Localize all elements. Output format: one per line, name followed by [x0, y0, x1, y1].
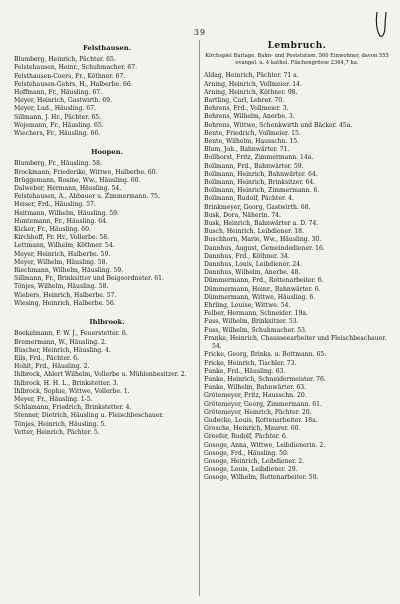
directory-entry: Brüggemann, Rosine, Ww., Häusling. 60. — [14, 176, 141, 184]
section-title-ihlbrook: Ihlbrook. — [89, 318, 125, 327]
directory-entry: Meyer, Heinrich, Halberbe. 59. — [14, 250, 111, 258]
directory-entry: Huntemann, Fr., Häusling. 64. — [14, 217, 108, 225]
directory-entry: Meyer, Fr., Häusling. 1-5. — [14, 395, 93, 403]
directory-entry: Bente, Friedrich, Vollmeier. 15. — [204, 129, 301, 137]
directory-entry: Fricke, Georg, Brinks. u. Bottmann. 65. — [204, 351, 327, 359]
page-number: 39 — [193, 28, 207, 37]
handwritten-mark — [374, 10, 388, 40]
directory-entry: Dannhus, Wilhelm, Anerbe. 48. — [204, 269, 301, 277]
directory-entry: Behrens, Wilhelm, Anerbe. 3. — [204, 113, 295, 121]
section-title-felsthausen: Felsthausen. — [82, 44, 132, 52]
directory-entry: Hoffmann, Fr., Häusling. 67. — [14, 89, 103, 97]
directory-entry: Meyer, Wilhelm, Häusling. 58. — [14, 258, 108, 266]
directory-entry: Blumberg, Heinrich, Pächter. 65. — [14, 56, 116, 64]
directory-entry: Bollhorst, Fritz, Zimmermann. 14a. — [204, 154, 314, 162]
directory-entry: Fuss, Wilhelm, Schuhmacher. 53. — [204, 326, 307, 334]
directory-entry: Dalweber, Hermann, Häusling. 54. — [14, 185, 122, 193]
directory-entry: Greefer, Rudolf, Pächter. 6. — [204, 433, 288, 441]
directory-entry: Stenner, Dietrich, Häusling u. Fleischbeschauer. — [14, 412, 164, 420]
directory-entry: Gosoge, Heinrich, Leibdiener. 2. — [204, 457, 305, 465]
directory-entry: Arning, Heinrich, Köthner. 98. — [204, 88, 298, 96]
directory-entry: Wiesing, Heinrich, Halberbe. 56. — [14, 299, 116, 307]
directory-entry: Franke, Heinrich, Chausseearbeiter und Fleischbeschauer. 54. — [204, 334, 387, 351]
directory-entry: Busk, Dora, Näherin. 74. — [204, 211, 281, 219]
directory-entry: Felstehausen-Gehrs, H., Halberbe. 66. — [14, 80, 133, 88]
directory-entry: Fuss, Wilhelm, Brinksitzer. 53. — [204, 318, 299, 326]
section-subtitle-lembruch: Kirchspiel Burlage. Bahn- und Poststation. 560 Einwohner, davon 555 evangel. u. 4 kathol. Flächengrösse 2364,7 ha. — [205, 53, 389, 66]
directory-entry: Brinkmeyer, Georg, Gastwirth. 68. — [204, 203, 311, 211]
entries-hoopen — [14, 160, 200, 308]
directory-entry: Felstehausen, A., Abbauer u. Zimmermann. 75. — [14, 193, 160, 201]
directory-entry: Dannhus, Frd., Köthner. 34. — [204, 252, 290, 260]
directory-entry: Grosche, Heinrich, Maurer. 60. — [204, 425, 301, 433]
directory-entry: Bollmann, Heinrich, Brinksitzer. 64. — [204, 179, 316, 187]
right-column — [204, 40, 390, 483]
directory-entry: Felsthausen-Coers, Fr., Köthner. 67. — [14, 72, 126, 80]
directory-entry: Heitmann, Wilhelm, Häusling. 59. — [14, 209, 119, 217]
directory-entry: Ihlbrock, H. H. L., Brinkstetter. 3. — [14, 379, 119, 387]
directory-entry: Bente, Wilhelm, Hausschn. 15. — [204, 138, 300, 146]
directory-entry: Hohlt, Frd., Häusling. 2. — [14, 363, 90, 371]
entries-ihlbrook — [14, 330, 200, 437]
directory-entry: Dannhus, August, Gemeindediener. 16. — [204, 244, 325, 252]
directory-entry: Fricke, Heinrich, Tischler. 73. — [204, 359, 297, 367]
directory-entry: Wojemann, Fr., Häusling. 65. — [14, 121, 104, 129]
directory-entry: Behrens, Wittwe, Schenkwirth und Bäcker. 45a. — [204, 121, 353, 129]
directory-entry: Wiechers, Fr., Häusling. 66. — [14, 130, 101, 138]
directory-entry: Felber, Hermann, Schneider. 19a. — [204, 310, 308, 318]
directory-entry: Gudecke, Louis, Rottenarbeiter. 18a. — [204, 416, 318, 424]
directory-entry: Bollmann, Heinrich, Bahnwärter. 64. — [204, 170, 318, 178]
directory-entry: Aldag, Heinrich, Pächter. 71 a. — [204, 72, 299, 80]
directory-entry: Grötemeyer, Fritz, Hausschn. 20. — [204, 392, 307, 400]
directory-entry: Ihlbrock, Ahlert Wilhelm, Vollerbe u. Mühlenbesitzer. 2. — [14, 371, 187, 379]
directory-entry: Dannhus, Louis, Leibdiener. 24. — [204, 261, 303, 269]
directory-entry: Funke, Heinrich, Schneidermeister. 76. — [204, 375, 326, 383]
directory-entry: Bollmann, Heinrich, Zimmermann. 6. — [204, 187, 320, 195]
entries-felsthausen — [14, 56, 200, 138]
directory-entry: Buschhorn, Marie, Ww., Häusling. 30. — [204, 236, 322, 244]
directory-entry: Sillmann, J. Hr., Pächter. 65. — [14, 113, 102, 121]
directory-entry: Gosoge, Anna, Wittwe, Leibdienerin. 2. — [204, 441, 326, 449]
directory-entry: Blum, Joh., Bahnwärter. 71. — [204, 146, 290, 154]
directory-entry: Dümmermann, Heinr., Bahnwärter. 6. — [204, 285, 321, 293]
entries-lembruch — [204, 72, 390, 482]
directory-entry: Schlamann, Friedrich, Brinkstetter. 4. — [14, 404, 132, 412]
directory-entry: Felstehausen, Heinr., Schuhmacher. 67. — [14, 64, 138, 72]
directory-entry: Riechmann, Wilhelm, Häusling. 59. — [14, 267, 124, 275]
directory-entry: Blumberg, Fr., Häusling. 58. — [14, 160, 102, 168]
directory-entry: Tönjes, Wilhelm, Häusling. 58. — [14, 283, 109, 291]
directory-entry: Büscher, Heinrich, Häusling. 4. — [14, 346, 111, 354]
directory-entry: Lettmann, Wilhelm, Köthner. 54. — [14, 242, 115, 250]
section-title-hoopen: Hoopen. — [91, 148, 123, 157]
directory-entry: Funke, Wilhelm, Bahnwärter. 63. — [204, 384, 307, 392]
directory-entry: Gosoge, Frd., Häusling. 50. — [204, 449, 289, 457]
left-column — [14, 40, 200, 437]
directory-entry: Gosoge, Wilhelm, Rottenarbeiter. 50. — [204, 474, 319, 482]
directory-entry: Kirchhoff, Fr. Hr., Vollerbe. 58. — [14, 234, 110, 242]
directory-entry: Heiser, Frd., Häusling. 57. — [14, 201, 96, 209]
directory-entry: Bartling, Carl, Lehrer. 70. — [204, 97, 285, 104]
directory-entry: Busch, Heinrich, Leibdiener. 18. — [204, 228, 304, 236]
directory-entry: Funke, Frd., Häusling. 63. — [204, 367, 286, 375]
directory-entry: Arning, Heinrich, Vollmeier. 14. — [204, 80, 302, 88]
directory-entry: Grötemeyer, Heinrich, Pächter. 20. — [204, 408, 312, 416]
directory-entry: Bollmann, Rudolf, Pächter. 4. — [204, 195, 294, 203]
directory-entry: Boekelmann, F. W. J., Feuerstetter. 6. — [14, 330, 128, 338]
directory-entry: Grötemeyer, Georg, Zimmermann. 61. — [204, 400, 322, 408]
directory-entry: Sillmann, Fr., Brinksitter und Beigeordneter. 61. — [14, 275, 164, 283]
section-title-lembruch: Lembruch. — [267, 41, 327, 51]
directory-entry: Meyer, Heinrich, Gastwirth. 69. — [14, 97, 112, 105]
directory-entry: Vetter, Heinrich, Pächter. 5. — [14, 428, 100, 436]
directory-entry: Ehrling, Louise, Wittwe. 54. — [204, 302, 291, 310]
directory-entry: Kicker, Fr., Häusling. 60. — [14, 226, 91, 234]
directory-entry: Gosoge, Louis, Leibdiener. 29. — [204, 466, 298, 474]
directory-entry: Dümmermann, Frd., Rottenarbeiter. 6. — [204, 277, 324, 285]
directory-entry: Ihlbrock, Sophie, Wittwe, Vollerbe. 1. — [14, 387, 130, 395]
directory-entry: Behrens, Frd., Vollmeier. 3. — [204, 105, 289, 113]
directory-entry: Busk, Heinrich, Bahnwärter a. D. 74. — [204, 220, 319, 228]
directory-entry: Bremermann, W., Häusling. 2. — [14, 338, 107, 346]
directory-entry: Dümmermann, Wittwe, Häusling. 6. — [204, 293, 316, 301]
directory-entry: Brockmann, Friederike, Wittwe, Halberbe. 60. — [14, 168, 158, 176]
directory-entry: Meyer, Lud., Häusling. 67. — [14, 105, 96, 113]
directory-entry: Bollmann, Frd., Bahnwärter. 59. — [204, 162, 304, 170]
directory-entry: Tönjes, Heinrich, Häusling. 5. — [14, 420, 107, 428]
directory-entry: Wiebers, Heinrich, Halberbe. 57. — [14, 291, 117, 299]
directory-entry: Eils, Frd., Pächter. 6. — [14, 354, 79, 362]
